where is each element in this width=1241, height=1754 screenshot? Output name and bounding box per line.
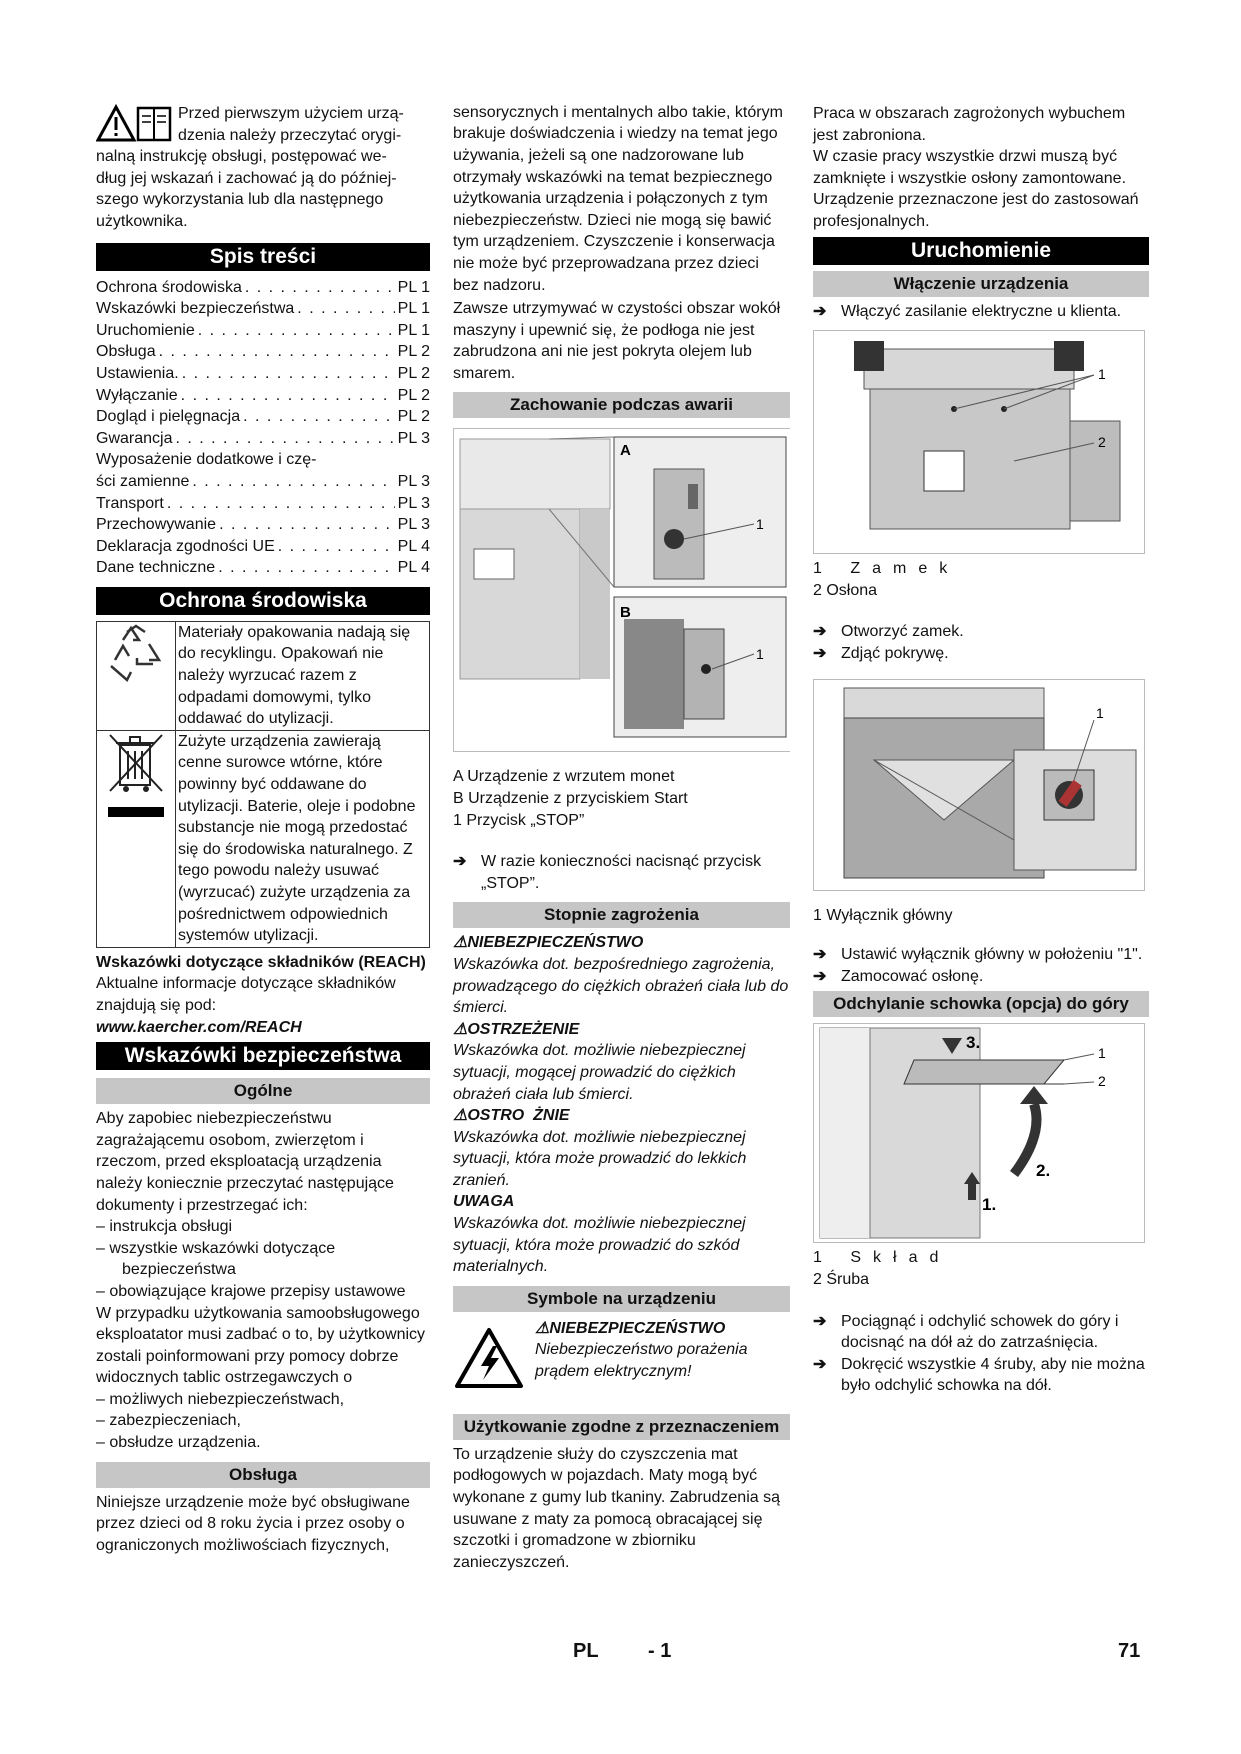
- reach-text: Aktualne informacje dotyczące składników znajdują się pod:: [96, 975, 396, 1014]
- intro-line: użytkownika.: [96, 212, 188, 230]
- switch-on-heading: Włączenie urządzenia: [813, 271, 1149, 297]
- fig-callout: 1: [756, 516, 764, 533]
- machine-stop-button-illustration: [454, 429, 791, 751]
- high-voltage-icon: [453, 1326, 525, 1390]
- toc-item[interactable]: Wskazówki bezpieczeństwa . . . PL 1: [96, 298, 430, 320]
- footer-section: - 1: [648, 1640, 672, 1662]
- fig-callout: 1: [756, 646, 764, 663]
- hazard-text: Wskazówka dot. możliwie niebezpiecznej sytuacji, mogącej prowadzić do ciężkich obrażeń ciała lub śmierci.: [453, 1042, 746, 1103]
- crossed-bin-icon: [106, 731, 166, 827]
- figure-legend: 2 Osłona: [813, 581, 878, 599]
- toc-item[interactable]: ści zamienne . . . PL 3: [96, 471, 430, 493]
- recycling-text: Materiały opakowania nadają się do recyklingu. Opakowań nie należy wyrzucać razem z odpadami domowymi, tylko oddawać do utylizacji.: [176, 621, 430, 730]
- toc-item[interactable]: Wyłączanie . . . PL 2: [96, 385, 430, 407]
- toc-item[interactable]: Obsługa . . . PL 2: [96, 341, 430, 363]
- toc-item[interactable]: Transport . . . PL 3: [96, 493, 430, 515]
- fig-callout: 1: [1096, 704, 1104, 721]
- hazards-heading: Stopnie zagrożenia: [453, 902, 790, 928]
- explosive-text: Praca w obszarach zagrożonych wybuchem jest zabroniona.: [813, 105, 1126, 144]
- environment-table: [96, 621, 430, 948]
- symbol-block: [453, 1318, 790, 1390]
- list-item: – zabezpieczeniach,: [96, 1412, 241, 1430]
- professional-text: Urządzenie przeznaczone jest do zastosowań profesjonalnych.: [813, 191, 1139, 230]
- step-label: 2.: [1036, 1161, 1051, 1181]
- clean-text: Zawsze utrzymywać w czystości obszar wokół maszyny i upewnić się, że podłoga nie jest zabrudzona ani nie jest pokryta olejem lub smarem.: [453, 300, 781, 382]
- toc-item[interactable]: Wyposażenie dodatkowe i czę-: [96, 451, 317, 469]
- tilt-figure: [813, 1023, 1145, 1243]
- figure-legend: 1 Zamek: [813, 560, 960, 578]
- intended-use-text: To urządzenie służy do czyszczenia mat podłogowych w pojazdach. Maty mogą być wykonane z gumy lub tkaniny. Zabrudzenia są usuwane z maty za pomocą obracającej się szczotki i gromadzone w zbiorniku zanieczyszczeń.: [453, 1445, 780, 1571]
- emergency-figure: [453, 428, 790, 752]
- arrow-right-icon: ➔: [813, 623, 827, 641]
- list-item: – instrukcja obsługi: [96, 1218, 233, 1236]
- symbol-title: ⚠NIEBEZPIECZEŃSTWO: [535, 1319, 726, 1337]
- warning-triangle-icon: ⚠: [453, 934, 468, 952]
- storage-tilt-illustration: [814, 1024, 1144, 1242]
- main-switch-figure: [813, 679, 1145, 891]
- list-item: – obsłudze urządzenia.: [96, 1434, 261, 1452]
- hazard-title: ⚠OSTRZEŻENIE: [453, 1020, 580, 1038]
- intended-use-heading: Użytkowanie zgodne z przeznaczeniem: [453, 1414, 790, 1440]
- footer-language: PL: [573, 1640, 599, 1662]
- main-switch-illustration: [814, 680, 1144, 890]
- fig-callout: 1: [1098, 366, 1106, 383]
- toc-item[interactable]: Gwarancja . . . PL 3: [96, 428, 430, 450]
- intro-block: [96, 103, 430, 233]
- instruction-step: ➔ Zdjąć pokrywę.: [813, 643, 1149, 665]
- toc-item[interactable]: Ochrona środowiska . . . PL 1: [96, 277, 430, 299]
- hazard-title: ⚠NIEBEZPIECZEŃSTWO: [453, 934, 644, 952]
- arrow-right-icon: ➔: [813, 1312, 827, 1330]
- operation-continuation: sensorycznych i mentalnych albo takie, którym brakuje doświadczenia i wiedzy na temat jego używania, jeżeli są one nadzorowane lub otrzymały wskazówki na temat bezpiecznego użytkowania urządzenia i połączonych z tym niebezpieczeństw. Dzieci nie mogą się bawić tym urządzeniem. Czyszczenie i konserwacja nie może być przeprowadzana przez dzieci bez nadzoru.: [453, 103, 783, 294]
- intro-line: szego wykorzystania lub dla następnego: [96, 191, 384, 209]
- machine-lock-cover-illustration: [814, 331, 1144, 553]
- arrow-right-icon: ➔: [813, 302, 827, 320]
- toc-item[interactable]: Dogląd i pielęgnacja . . . PL 2: [96, 406, 430, 428]
- intro-line: Przed pierwszym użyciem urzą-: [178, 105, 404, 122]
- safety-heading: Wskazówki bezpieczeństwa: [96, 1042, 430, 1070]
- fig-callout: 2: [1098, 434, 1106, 451]
- figure-legend: 1 Przycisk „STOP”: [453, 811, 585, 829]
- toc-item[interactable]: Przechowywanie . . . PL 3: [96, 514, 430, 536]
- symbol-text: Niebezpieczeństwo porażenia prądem elektrycznym!: [535, 1341, 748, 1381]
- warning-triangle-icon: ⚠: [453, 1107, 468, 1125]
- list-item: – wszystkie wskazówki dotyczące bezpieczeństwa: [96, 1239, 336, 1279]
- operation-text: Niniejsze urządzenie może być obsługiwane przez dzieci od 8 roku życia i przez osoby o ograniczonych możliwościach fizycznych,: [96, 1493, 410, 1554]
- figure-legend: 1 Skład: [813, 1249, 951, 1267]
- toc-item[interactable]: Deklaracja zgodności UE . . . PL 4: [96, 536, 430, 558]
- intro-line: nalną instrukcję obsługi, postępować we-: [96, 148, 387, 166]
- environment-heading: Ochrona środowiska: [96, 587, 430, 615]
- startup-heading: Uruchomienie: [813, 237, 1149, 265]
- warning-manual-icon: [96, 103, 172, 143]
- instruction-step: ➔ Ustawić wyłącznik główny w położeniu "1".: [813, 944, 1149, 966]
- recycling-icon: [103, 622, 169, 688]
- operation-text-cont: [453, 103, 790, 298]
- figure-legend: 1 Wyłącznik główny: [813, 906, 953, 924]
- arrow-right-icon: ➔: [813, 1355, 827, 1373]
- toc-list: [96, 277, 430, 579]
- column-2: [453, 103, 790, 1573]
- column-3: [813, 103, 1149, 1397]
- toc-item[interactable]: Ustawienia. . . . PL 2: [96, 363, 430, 385]
- step-label: 1.: [982, 1195, 997, 1215]
- hazard-text: Wskazówka dot. możliwie niebezpiecznej sytuacji, która może prowadzić do lekkich zranień.: [453, 1128, 747, 1189]
- emergency-heading: Zachowanie podczas awarii: [453, 392, 790, 418]
- step-label: 3.: [966, 1033, 981, 1053]
- lock-cover-figure: [813, 330, 1145, 554]
- footer-page-number: 71: [1118, 1640, 1141, 1662]
- arrow-right-icon: ➔: [813, 946, 827, 964]
- list-item: – możliwych niebezpieczeństwach,: [96, 1390, 345, 1408]
- weee-icon-cell: [97, 730, 176, 947]
- symbols-heading: Symbole na urządzeniu: [453, 1286, 790, 1312]
- fig-label-b: B: [620, 604, 631, 622]
- recycling-icon-cell: [97, 621, 176, 730]
- instruction-step: ➔ Włączyć zasilanie elektryczne u klienta.: [813, 301, 1149, 323]
- arrow-right-icon: ➔: [453, 853, 467, 871]
- intro-line: dług jej wskazań i zachować ją do później-: [96, 169, 397, 187]
- hazard-text: Wskazówka dot. możliwie niebezpiecznej sytuacji, która może prowadzić do szkód materialnych.: [453, 1215, 746, 1276]
- arrow-right-icon: ➔: [813, 644, 827, 662]
- figure-legend: A Urządzenie z wrzutem monet: [453, 768, 675, 786]
- weee-text: Zużyte urządzenia zawierają cenne surowce wtórne, które powinny być oddawane do utylizacji. Baterie, oleje i podobne substancje nie mogą przedostać się do środowiska naturalnego. Z tego powodu należy usuwać (wyrzucać) zużyte urządzenia za pośrednictwem odpowiednich systemów utylizacji.: [176, 730, 430, 947]
- list-item: – obowiązujące krajowe przepisy ustawowe: [96, 1282, 406, 1300]
- toc-item[interactable]: Dane techniczne . . . PL 4: [96, 557, 430, 579]
- column-1: [96, 103, 430, 1558]
- fig-label-a: A: [620, 442, 631, 460]
- toc-heading: Spis treści: [96, 243, 430, 271]
- warning-triangle-icon: ⚠: [535, 1319, 550, 1337]
- instruction-step: ➔ Dokręcić wszystkie 4 śruby, aby nie można było odchylić schowka na dół.: [813, 1354, 1149, 1397]
- reach-link[interactable]: www.kaercher.com/REACH: [96, 1018, 302, 1036]
- figure-legend: 2 Śruba: [813, 1270, 870, 1288]
- hazard-title: UWAGA: [453, 1193, 515, 1211]
- warning-triangle-icon: ⚠: [453, 1020, 468, 1038]
- toc-item[interactable]: Uruchomienie . . . PL 1: [96, 320, 430, 342]
- reach-heading: Wskazówki dotyczące składników (REACH): [96, 953, 426, 971]
- figure-legend: B Urządzenie z przyciskiem Start: [453, 789, 688, 807]
- hazard-title: ⚠OSTRO ŻNIE: [453, 1107, 570, 1125]
- general-heading: Ogólne: [96, 1078, 430, 1104]
- fig-callout: 2: [1098, 1073, 1106, 1090]
- hazard-text: Wskazówka dot. bezpośredniego zagrożenia, prowadzącego do ciężkich obrażeń ciała lub do śmierci.: [453, 955, 789, 1017]
- symbol-text-block: [525, 1318, 790, 1390]
- operation-heading: Obsługa: [96, 1462, 430, 1488]
- doors-text: W czasie pracy wszystkie drzwi muszą być zamknięte i wszystkie osłony zamontowane.: [813, 148, 1127, 187]
- instruction-step: ➔ Zamocować osłonę.: [813, 966, 1149, 988]
- instruction-step: ➔ Pociągnąć i odchylić schowek do góry i docisnąć na dół aż do zatrzaśnięcia.: [813, 1311, 1149, 1354]
- instruction-step: ➔ Otworzyć zamek.: [813, 621, 1149, 643]
- self-service-text: W przypadku użytkowania samoobsługowego eksploatator musi zadbać o to, by użytkownicy zostali poinformowani przy pomocy dobrze widocznych tablic ostrzegawczych o: [96, 1304, 426, 1387]
- general-text: Aby zapobiec niebezpieczeństwu zagrażającemu osobom, zwierzętom i rzeczom, przed eksploatacją urządzenia należy koniecznie przeczytać następujące dokumenty i przestrzegać ich:: [96, 1110, 394, 1214]
- intro-line: dzenia należy przeczytać orygi-: [178, 126, 402, 144]
- instruction-step: ➔ W razie konieczności nacisnąć przycisk „STOP”.: [453, 851, 790, 894]
- fig-callout: 1: [1098, 1045, 1106, 1062]
- arrow-right-icon: ➔: [813, 967, 827, 985]
- tilt-heading: Odchylanie schowka (opcja) do góry: [813, 991, 1149, 1017]
